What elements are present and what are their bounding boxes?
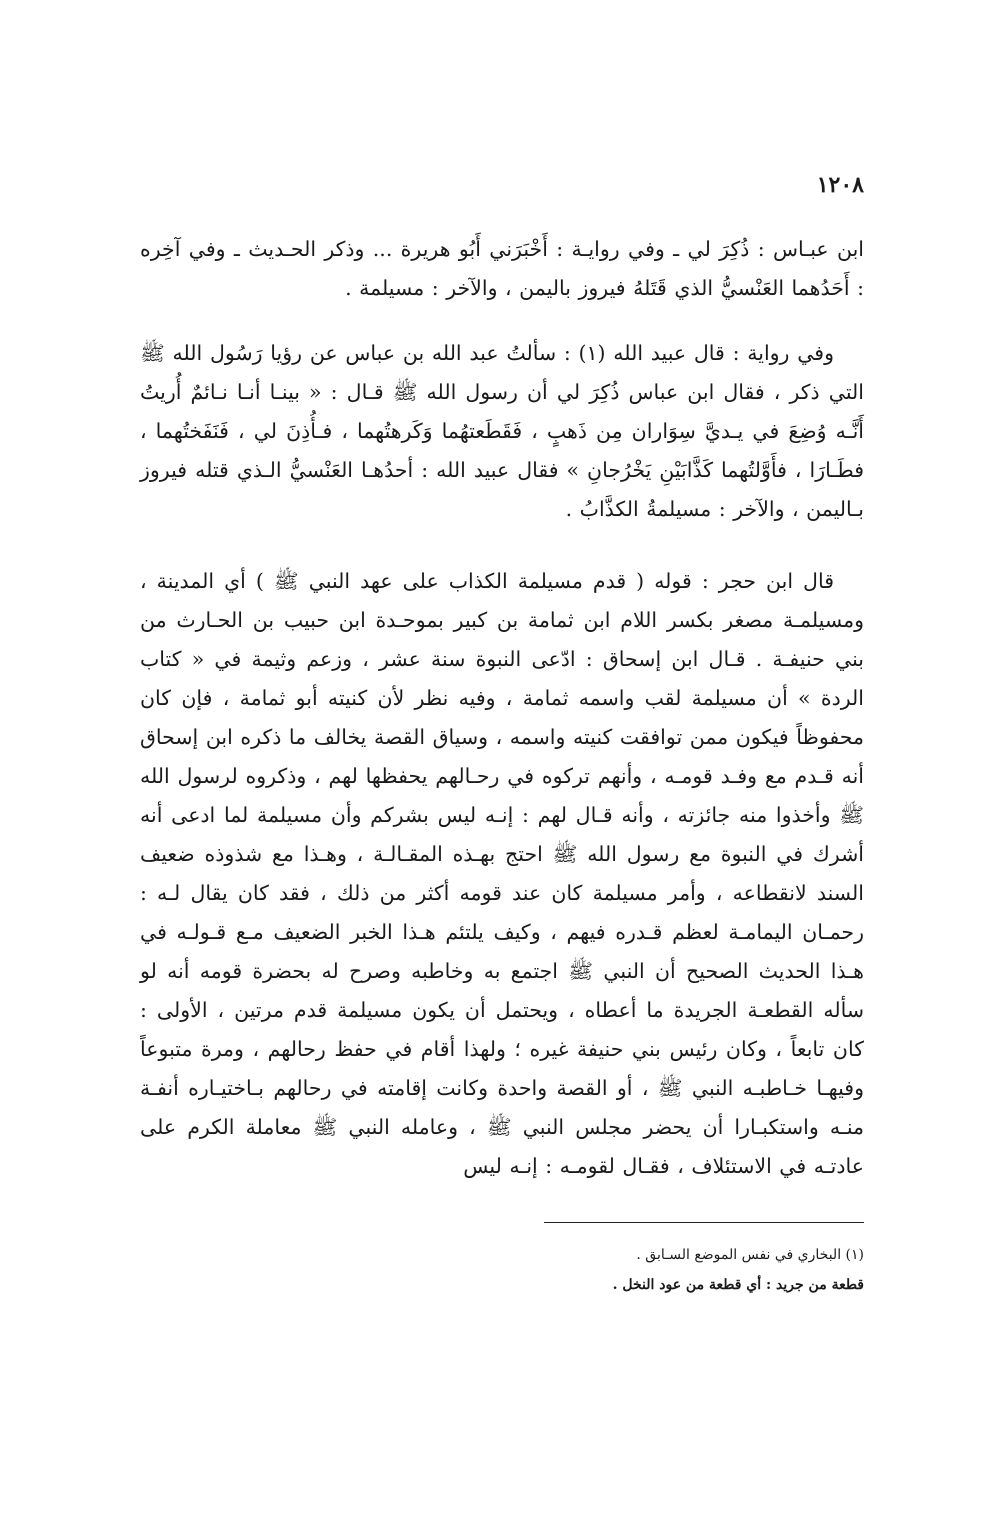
paragraph: قال ابن حجر : قوله ( قدم مسيلمة الكذاب على عهد النبي ﷺ ) أي المدينة ، ومسيلمـة مصغر بكسر اللام ابن ثمامة بن كبير بموحـدة ابن حبيب بن الحـارث من بني حنيفـة . قـال ابن إسحاق : ادّعى النبوة سنة عشر ، وزعم وثيمة في « كتاب الردة » أن مسيلمة لقب واسمه ثمامة ، وفيه نظر لأن كنيته أبو ثمامة ، فإن كان محفوظاً فيكون ممن توافقت كنيته واسمه ، وسياق القصة يخالف ما ذكره ابن إسحاق أنه قـدم مع وفـد قومـه ، وأنهم تركوه في رحـالهم يحفظها لهم ، وذكروه لرسول الله ﷺ وأخذوا منه جائزته ، وأنه قـال لهم : إنـه ليس بشركم وأن مسيلمة لما ادعى أنه أشرك في النبوة مع رسول الله ﷺ احتج بهـذه المقـالـة ، وهـذا مع شذوذه ضعيف السند لانقطاعه ، وأمر مسيلمة كان عند قومه أكثر من ذلك ، فقد كان يقال لـه : رحمـان اليمامـة لعظم قـدره فيهم ، وكيف يلتئم هـذا الخبر الضعيف مـع قـولـه في هـذا الحديث الصحيح أن النبي ﷺ اجتمع به وخاطبه وصرح له بحضرة قومه أنه لو سأله القطعـة الجريدة ما أعطاه ، ويحتمل أن يكون مسيلمة قدم مرتين ، الأولى : كان تابعاً ، وكان رئيس بني حنيفة غيره ؛ ولهذا أقام في حفظ رحالهم ، ومرة متبوعاً وفيهـا خـاطبـه النبي ﷺ ، أو القصة واحدة وكانت إقامته في رحالهم بـاختيـاره أنفـة منـه واستكبـارا أن يحضر مجلس النبي ﷺ ، وعامله النبي ﷺ معاملة الكرم على عادتـه في الاستئلاف ، فقـال لقومـه : إنـه ليس <box>140 569 864 1178</box>
paragraph: ابن عبـاس : ذُكِرَ لي ـ وفي روايـة : أَخْبَرَني أَبُو هريرة ... وذكر الحـديث ـ وفي آخِره : أَحَدُهما العَنْسيُّ الذي قَتَلهُ فيروز باليمن ، والآخر : مسيلمة . <box>140 237 864 300</box>
paragraph: وفي رواية : قال عبيد الله (١) : سألتُ عبد الله بن عباس عن رؤيا رَسُول الله ﷺ التي ذكر ، فقال ابن عباس ذُكِرَ لي أن رسول الله ﷺ قـال : « بينـا أنـا نـائمٌ أُريتُ أَنَّـه وُضِعَ في يـديَّ سِوَاران مِن ذَهبٍ ، فَقَطَعتهُما وَكَرهتُهما ، فـأُذِنَ لي ، فَنَفَختُهما ، فطَـارَا ، فأَوَّلتُهما كَذَّابَيْنِ يَخْرُجانِ » فقال عبيد الله : أحدُهـا العَنْسيُّ الـذي قتله فيروز بـاليمن ، والآخر : مسيلمةُ الكذَّابُ . <box>140 341 864 521</box>
footnote-divider <box>544 1222 864 1223</box>
footnote: (١) البخاري في نفس الموضع السـابق . <box>636 1247 864 1263</box>
footnotes <box>140 1240 864 1300</box>
main-text <box>140 230 864 1186</box>
page-number: ١٢٠٨ <box>816 172 864 198</box>
footnote: قطعة من جريد : أي قطعة من عود النخل . <box>612 1277 864 1293</box>
